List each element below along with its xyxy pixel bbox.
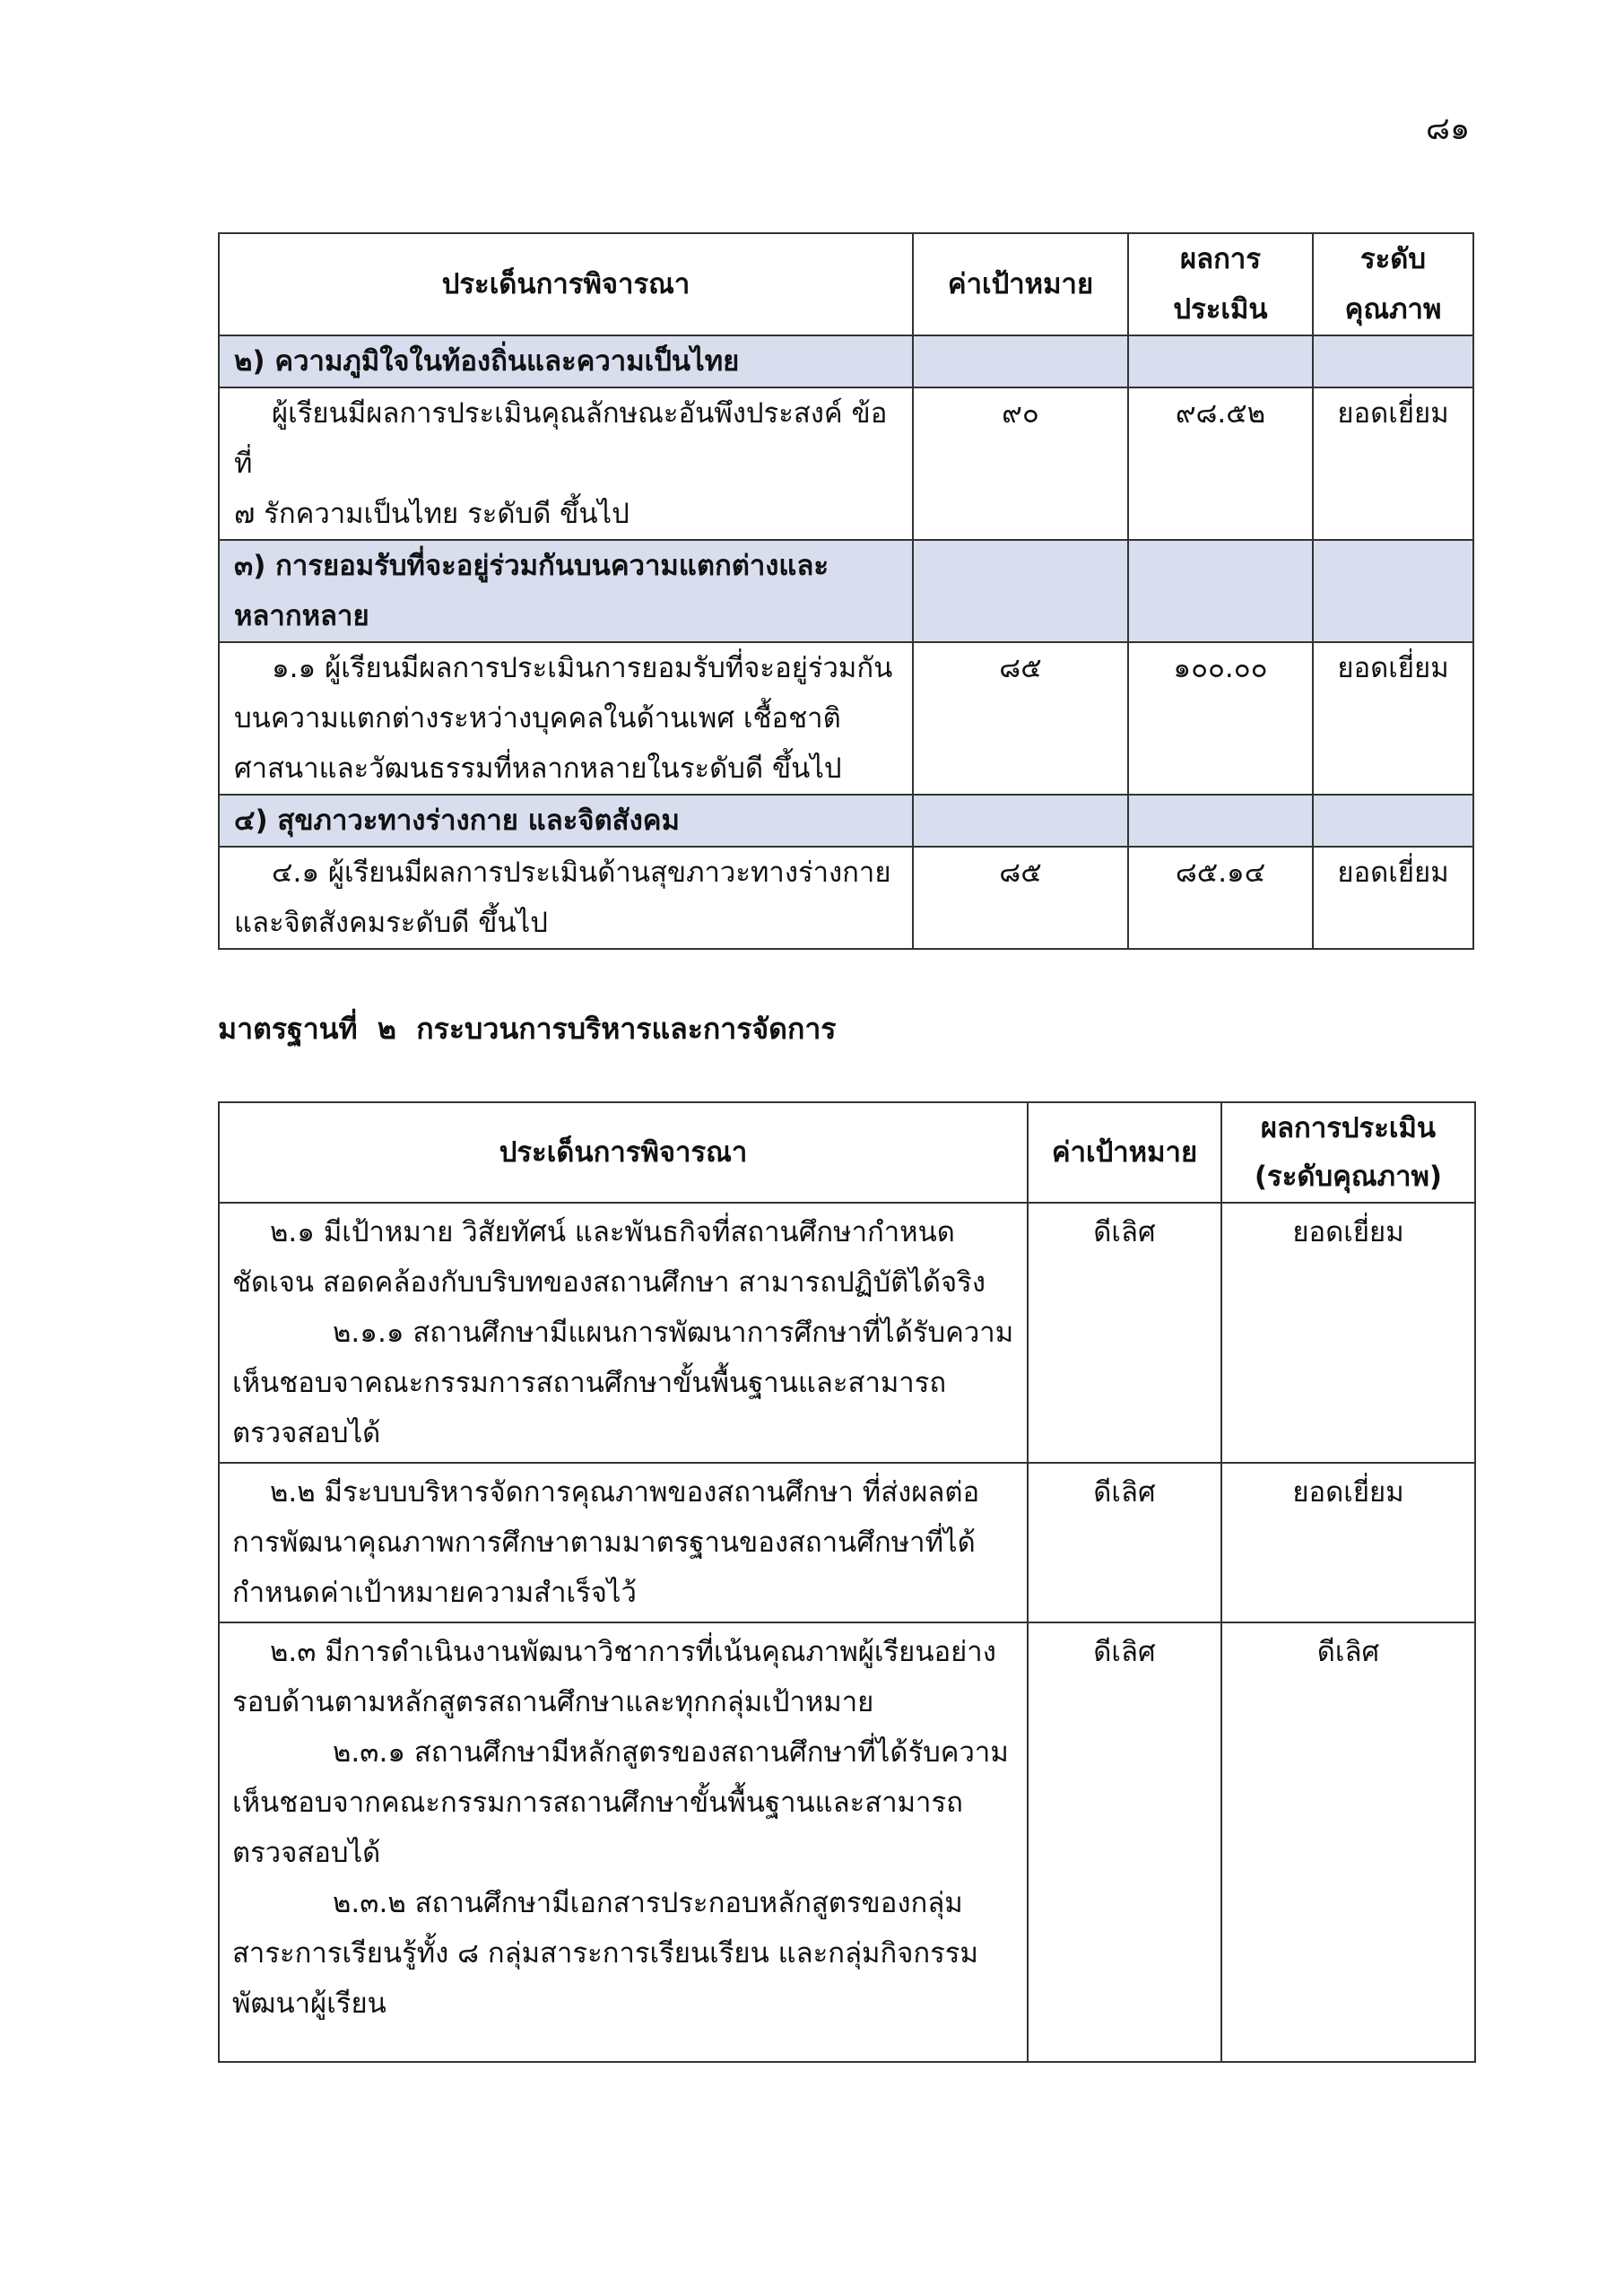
item-description [219,1463,1028,1622]
table-header-row [219,233,1473,335]
item-line: รอบด้านตามหลักสูตรสถานศึกษาและทุกกลุ่มเป้าหมาย [232,1686,874,1718]
item-line: พัฒนาผู้เรียน [232,1987,386,2020]
section-row [219,795,1473,847]
section-row [219,540,1473,642]
item-description [219,1203,1028,1463]
section-level-cell [1313,540,1473,642]
item-target: ดีเลิศ [1028,1203,1221,1463]
table-row [219,1463,1475,1622]
header-target: ค่าเป้าหมาย [1028,1102,1221,1203]
item-target: ดีเลิศ [1028,1622,1221,2062]
table-header-row [219,1102,1475,1203]
item-paragraph [232,1568,1014,1618]
item-line: บนความแตกต่างระหว่างบุคคลในด้านเพศ เชื้อชาติ [234,702,841,735]
item-line: ๒.๑ มีเป้าหมาย วิสัยทัศน์ และพันธกิจที่สถานศึกษากำหนด [270,1216,955,1248]
section-target-cell [913,795,1128,847]
item-paragraph [232,1207,1014,1257]
section-level-cell [1313,795,1473,847]
item-description [219,387,913,540]
item-target: ดีเลิศ [1028,1463,1221,1622]
item-target: ๘๕ [913,642,1128,795]
header-level-line2: คุณภาพ [1344,293,1442,326]
item-result: ดีเลิศ [1221,1622,1475,2062]
item-line: ผู้เรียนมีผลการประเมินคุณลักษณะอันพึงประสงค์ ข้อที่ [234,397,888,480]
item-result: ๙๘.๕๒ [1128,387,1313,540]
student-quality-table [218,232,1474,950]
item-line: ๒.๒ มีระบบบริหารจัดการคุณภาพของสถานศึกษา ที่ส่งผลต่อ [270,1476,980,1509]
header-criteria: ประเด็นการพิจารณา [219,233,913,335]
item-line: ๑.๑ ผู้เรียนมีผลการประเมินการยอมรับที่จะอยู่ร่วมกัน [272,652,893,684]
item-line: สาระการเรียนรู้ทั้ง ๘ กลุ่มสาระการเรียนเรียน และกลุ่มกิจกรรม [232,1937,978,1970]
header-level [1313,233,1473,335]
item-paragraph [232,1627,1014,1677]
section-result-cell [1128,335,1313,387]
item-line: เห็นชอบจาคณะกรรมการสถานศึกษาขั้นพื้นฐานและสามารถ [232,1367,947,1399]
item-line: ๗ รักความเป็นไทย ระดับดี ขึ้นไป [234,498,630,530]
section-row [219,335,1473,387]
table-row [219,1203,1475,1463]
section-title-line: ๓) การยอมรับที่จะอยู่ร่วมกันบนความแตกต่างและ [234,550,829,582]
section-title [219,540,913,642]
item-target: ๙๐ [913,387,1128,540]
item-description [219,1622,1028,2062]
section-target-cell [913,540,1128,642]
item-line: ๒.๓.๑ สถานศึกษามีหลักสูตรของสถานศึกษาที่ได้รับความ [333,1736,1009,1769]
item-line: ๒.๓ มีการดำเนินงานพัฒนาวิชาการที่เน้นคุณภาพผู้เรียนอย่าง [270,1636,996,1668]
item-line: ศาสนาและวัฒนธรรมที่หลากหลายในระดับดี ขึ้นไป [234,752,842,785]
item-level: ยอดเยี่ยม [1313,387,1473,540]
header-level-line1: ระดับ [1359,243,1427,275]
section-level-cell [1313,335,1473,387]
section-title-line: หลากหลาย [234,600,369,632]
item-line: การพัฒนาคุณภาพการศึกษาตามมาตรฐานของสถานศึกษาที่ได้ [232,1526,976,1559]
item-paragraph [232,1518,1014,1568]
section-target-cell [913,335,1128,387]
standard-heading: มาตรฐานที่ ๒ กระบวนการบริหารและการจัดการ [218,1012,837,1046]
item-line: กำหนดค่าเป้าหมายความสำเร็จไว้ [232,1577,637,1609]
item-line: ตรวจสอบได้ [232,1837,381,1869]
item-description [219,642,913,795]
item-line: ตรวจสอบได้ [232,1417,381,1449]
item-paragraph [232,1257,1014,1308]
item-level: ยอดเยี่ยม [1313,642,1473,795]
item-result: ยอดเยี่ยม [1221,1203,1475,1463]
item-paragraph [232,1467,1014,1518]
item-result: ๘๕.๑๔ [1128,847,1313,949]
item-result: ๑๐๐.๐๐ [1128,642,1313,795]
item-paragraph [232,1928,1014,1979]
page-number: ๘๑ [1426,111,1471,147]
item-result: ยอดเยี่ยม [1221,1463,1475,1622]
header-result-line1: ผลการประเมิน [1260,1112,1437,1144]
item-target: ๘๕ [913,847,1128,949]
section-title: ๒) ความภูมิใจในท้องถิ่นและความเป็นไทย [219,335,913,387]
header-criteria: ประเด็นการพิจารณา [219,1102,1028,1203]
item-paragraph [232,1979,1014,2029]
table-row [219,1622,1475,2062]
item-paragraph [232,1828,1014,1878]
header-result [1221,1102,1475,1203]
item-paragraph [232,1677,1014,1727]
header-result-line2: (ระดับคุณภาพ) [1254,1161,1443,1193]
item-paragraph [232,1408,1014,1458]
item-description [219,847,913,949]
item-line: เห็นชอบจากคณะกรรมการสถานศึกษาขั้นพื้นฐานและสามารถ [232,1787,963,1819]
table-row [219,387,1473,540]
item-line: ๒.๑.๑ สถานศึกษามีแผนการพัฒนาการศึกษาที่ได้รับความ [333,1317,1014,1349]
item-paragraph [232,1778,1014,1828]
header-target: ค่าเป้าหมาย [913,233,1128,335]
item-paragraph [232,1878,1014,1928]
header-result-line1: ผลการ [1180,243,1261,275]
table-row [219,847,1473,949]
item-level: ยอดเยี่ยม [1313,847,1473,949]
item-line: ชัดเจน สอดคล้องกับบริบทของสถานศึกษา สามารถปฏิบัติได้จริง [232,1266,986,1299]
item-line: และจิตสังคมระดับดี ขึ้นไป [234,907,548,939]
section-title: ๔) สุขภาวะทางร่างกาย และจิตสังคม [219,795,913,847]
item-line: ๒.๓.๒ สถานศึกษามีเอกสารประกอบหลักสูตรของกลุ่ม [333,1887,963,1919]
item-paragraph [232,1727,1014,1778]
header-result-line2: ประเมิน [1173,293,1268,326]
item-paragraph [232,1308,1014,1358]
item-paragraph [232,1358,1014,1408]
section-result-cell [1128,540,1313,642]
table-row [219,642,1473,795]
management-process-table [218,1101,1476,2063]
header-result [1128,233,1313,335]
section-result-cell [1128,795,1313,847]
item-line: ๔.๑ ผู้เรียนมีผลการประเมินด้านสุขภาวะทางร่างกาย [272,857,891,889]
